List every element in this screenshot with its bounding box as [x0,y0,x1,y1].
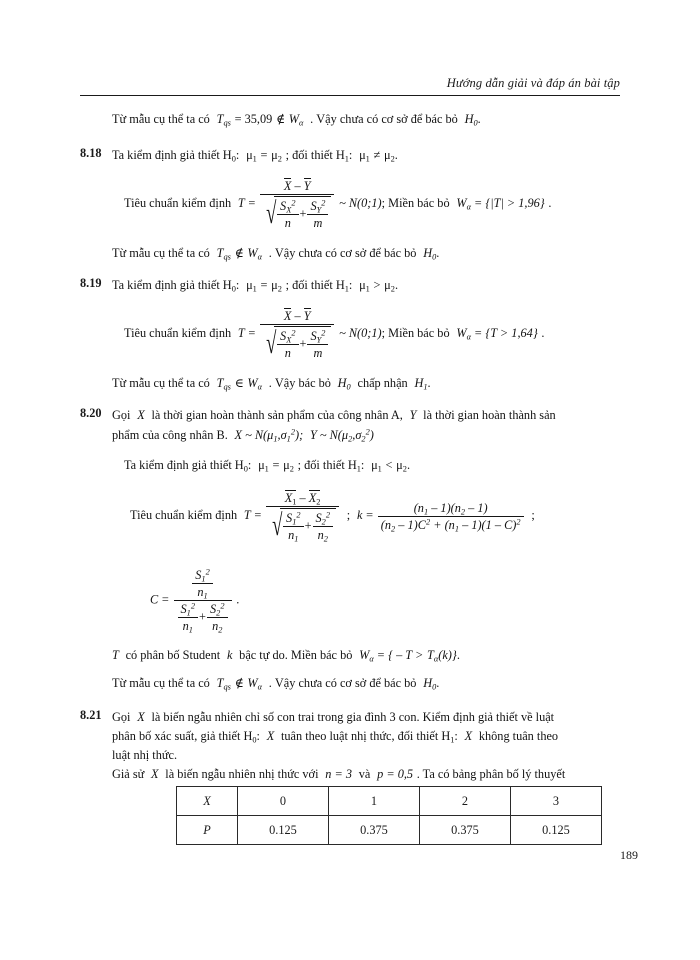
s1-over-n1: $\frac{S_1^2}{n_1}$ [283,511,304,542]
sqrt-expr: √ $\frac{S_1^2}{n_1}$ + $\frac{S_2^2}{n_2}$ [269,508,336,542]
ex818-stat: $T_{qs}$ [216,246,231,262]
s-x-over-n: $\frac{S_X^2}{n}$ [277,199,298,230]
s-x-over-n: $\frac{S_X^2}{n}$ [277,329,298,360]
ex820-mu2: $\mu_2$ [283,458,294,474]
intro-text-a: Từ mẫu cụ thể ta có [112,112,210,126]
s-y-over-m: $\frac{S_Y^2}{m}$ [307,329,328,360]
y-bar: Y [303,179,311,193]
ex820-formula: Tiêu chuẩn kiểm định T = $X_1 - X_2$ √ $\frac{S_1^2}{n_1}$ + $\frac{S_2^2}{n_2}$ ; k = $\frac{(n_1 - 1)(n_2 - 1)}{(n_2 - 1)C^2 + (n_1 - 1)(1 - C)^2}$ ; [130,491,535,544]
ex818-region: $W_\alpha$ [456,196,471,212]
ex819-conc-h1: $H_1$ [414,376,428,392]
ex818-lead: Ta kiểm định giả thiết H [112,148,232,162]
ex818-conc-h0: $H_0$ [423,246,437,262]
ex819-conc-h0: $H_0$ [337,376,351,392]
ex819-hypothesis-line: Ta kiểm định giả thiết $H_0$: $\mu_1 = \mu_2$ ; đối thiết $H_1$: $\mu_1 > \mu_2$. [112,278,399,294]
ex820-conc-h0: $H_0$ [423,676,437,692]
ex818-formula-lhs: T [237,196,245,211]
x-bar: X [283,309,292,323]
ex820-conc-region: $W_\alpha$ [247,676,262,692]
ex818-mu3: $\mu_1$ [359,148,370,164]
exercise-number-818: 8.18 [80,146,102,160]
page-number: 189 [620,848,638,862]
table-row-p [177,816,602,845]
ex820-c-formula: C = $\frac{S_1^2}{n_1}$ $\frac{S_1^2}{n_1}$ + $\frac{S_2^2}{n_2}$ . [150,567,240,635]
sqrt-expr: √ $\frac{S_X^2}{n}$ + $\frac{S_Y^2}{m}$ [263,196,331,230]
ex820-t-alpha: $T_\alpha$ [427,648,439,664]
table-cell-p-1: 0.375 [329,816,420,845]
ex819-mu2: $\mu_2$ [271,278,282,294]
intro-line [112,110,481,129]
ex819-mu1: $\mu_1$ [246,278,257,294]
ex819-conclusion: Từ mẫu cụ thể ta có $T_{qs}$ ∈ $W_\alpha$ . Vậy bác bỏ $H_0$ chấp nhận $H_1$. [112,376,431,392]
ex818-conc-region: $W_\alpha$ [247,246,262,262]
exercise-number-820: 8.20 [80,406,102,420]
s-y-over-m: $\frac{S_Y^2}{m}$ [307,199,328,230]
table-header-p: P [177,816,238,845]
ex819-formula: Tiêu chuẩn kiểm định T = X – Y √ $\frac{S_X^2}{n}$ + $\frac{S_Y^2}{m}$ ~ N(0;1); Miền bác bỏ $W_\alpha = \{T > 1,64\}$ . [124,309,545,361]
c-den-s1: $\frac{S_1^2}{n_1}$ [178,602,199,633]
exercise-number-821: 8.21 [80,708,102,722]
table-row-x [177,787,602,816]
y-bar: Y [303,309,311,323]
ex818-conclusion: Từ mẫu cụ thể ta có $T_{qs}$ ∉ $W_\alpha$ . Vậy chưa có cơ sở để bác bỏ $H_0$. [112,246,440,262]
header-rule [80,95,620,96]
intro-equals: = 35,09 [234,112,273,126]
ex821-assumption-line: Giả sử X là biến ngẫu nhiên nhị thức với n = 3 và p = 0,5 . Ta có bảng phân bố lý thuyết [112,767,566,781]
ex818-mu2: $\mu_2$ [271,148,282,164]
table-cell-p-3: 0.125 [511,816,602,845]
running-header: Hướng dẫn giải và đáp án bài tập [446,76,620,90]
ex818-critical-region: {|T| > 1,96} [485,196,545,211]
table-cell-x-3: 3 [511,787,602,816]
ex818-hypothesis-line: Ta kiểm định giả thiết $H_0$: $\mu_1 = \mu_2$ ; đối thiết $H_1$: $\mu_1 \ne \mu_2$. [112,148,398,164]
table-cell-x-0: 0 [238,787,329,816]
ex819-conc-region: $W_\alpha$ [247,376,262,392]
ex820-y-dist: Y ~ $N(\mu_2,\sigma_2^2)$ [309,427,374,444]
ex820-hypothesis-line: Ta kiểm định giả thiết $H_0$: $\mu_1 = \mu_2$ ; đối thiết $H_1$: $\mu_1 < \mu_2$. [124,458,411,474]
ex820-mu4: $\mu_2$ [396,458,407,474]
c-den-s2: $\frac{S_2^2}{n_2}$ [207,602,228,633]
ex819-mu4: $\mu_2$ [384,278,395,294]
x1-bar: $X_1$ [284,491,297,507]
ex818-formula-label: Tiêu chuẩn kiểm định [124,196,232,211]
intro-stat: $T_{qs}$ [216,112,231,128]
ex819-stat: $T_{qs}$ [216,376,231,392]
ex820-para1: Gọi X là thời gian hoàn thành sản phẩm của công nhân A, Y là thời gian hoàn thành sản [112,408,556,422]
intro-hypothesis: $H_0$ [464,112,478,128]
c-fraction: $\frac{S_1^2}{n_1}$ $\frac{S_1^2}{n_1}$ + $\frac{S_2^2}{n_2}$ [174,568,232,634]
ex820-mu3: $\mu_1$ [371,458,382,474]
intro-notin: ∉ [275,112,286,126]
intro-region: $W_\alpha$ [288,112,304,128]
ex821-para-line2: phân bố xác suất, giả thiết $H_0$: X tuân theo luật nhị thức, đối thiết $H_1$: X không tuân theo [112,729,559,745]
table-cell-x-2: 2 [420,787,511,816]
ex819-critical-region: {T > 1,64} [485,326,538,341]
table-cell-p-0: 0.125 [238,816,329,845]
ex820-x-dist: X ~ $N(\mu_1,\sigma_1^2)$; [234,427,304,444]
ex820-conclusion: Từ mẫu cụ thể ta có $T_{qs}$ ∉ $W_\alpha$ . Vậy chưa có cơ sở để bác bỏ $H_0$. [112,676,440,692]
distribution-table [176,786,602,845]
table-cell-p-2: 0.375 [420,816,511,845]
ex821-para-line3: luật nhị thức. [112,748,178,762]
ex820-k-fraction: $\frac{(n_1 - 1)(n_2 - 1)}{(n_2 - 1)C^2 + (n_1 - 1)(1 - C)^2}$ [378,501,524,532]
ex820-t-fraction: $X_1 - X_2$ √ $\frac{S_1^2}{n_1}$ + $\frac{S_2^2}{n_2}$ [266,490,339,542]
intro-period: . [477,112,481,126]
ex819-mu3: $\mu_1$ [359,278,370,294]
ex818-mu1: $\mu_1$ [246,148,257,164]
x2-bar: $X_2$ [308,491,321,507]
ex818-distribution: ~ N(0;1) [339,196,382,211]
c-num-fraction: $\frac{S_1^2}{n_1}$ [192,568,213,599]
s2-over-n2: $\frac{S_2^2}{n_2}$ [313,511,334,542]
ex820-stat: $T_{qs}$ [216,676,231,692]
ex818-main-fraction: X – Y √ $\frac{S_X^2}{n}$ + $\frac{S_Y^2}{m}$ [260,178,334,230]
ex820-region: $W_\alpha$ [359,648,374,664]
sqrt-expr: √ $\frac{S_X^2}{n}$ + $\frac{S_Y^2}{m}$ [263,326,331,360]
exercise-number-819: 8.19 [80,276,102,290]
ex819-region: $W_\alpha$ [456,326,471,342]
ex818-mu4: $\mu_2$ [383,148,395,164]
intro-text-b: . Vậy chưa có cơ sở để bác bỏ [310,112,458,126]
table-header-x: X [177,787,238,816]
ex818-formula: Tiêu chuẩn kiểm định T = X – Y √ $\frac{S_X^2}{n}$ + $\frac{S_Y^2}{m}$ ~ N(0;1); Miền bác bỏ $W_\alpha = \{|T| > 1,96\}$ . [124,179,552,231]
ex821-para-line1: Gọi X là biến ngẫu nhiên chỉ số con trai trong gia đình 3 con. Kiểm định giả thiết về luật [112,710,555,724]
x-bar: X [283,179,292,193]
ex820-student-line: T có phân bố Student k bậc tự do. Miền bác bỏ $W_\alpha$ = { – $T > T_\alpha(k)$}. [112,648,460,664]
ex819-main-fraction: X – Y √ $\frac{S_X^2}{n}$ + $\frac{S_Y^2}{m}$ [260,308,334,360]
table-cell-x-1: 1 [329,787,420,816]
ex820-para2: phẩm của công nhân B. X ~ $N(\mu_1,\sigma_1^2)$; Y ~ $N(\mu_2,\sigma_2^2)$ [112,427,374,444]
ex820-mu1: $\mu_1$ [258,458,269,474]
